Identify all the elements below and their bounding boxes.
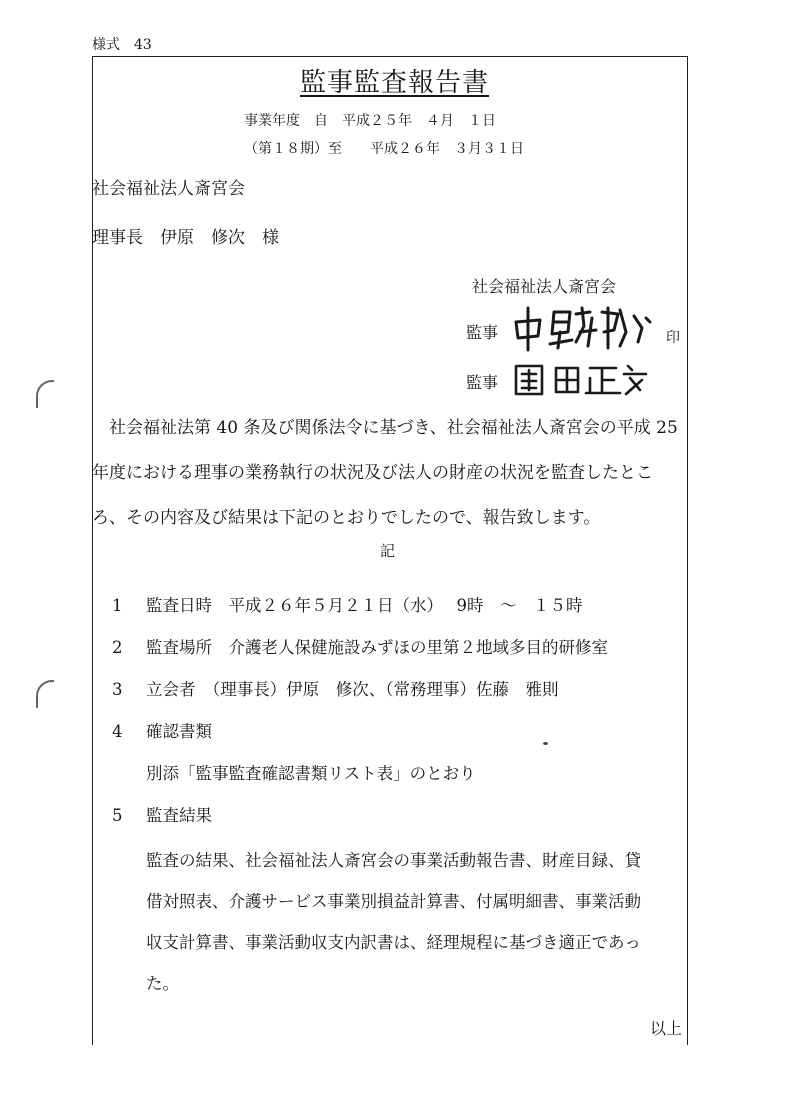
item-2: [112, 634, 608, 658]
item-number: 3: [112, 680, 123, 699]
auditor-2-signature: [512, 362, 648, 398]
item-text: 立会者 （理事長）伊原 修次、（常務理事）佐藤 雅則: [146, 680, 559, 699]
item-5: [112, 802, 212, 826]
report-paragraph-line3: ろ、その内容及び結果は下記のとおりでしたので、報告致します。: [92, 508, 601, 528]
fiscal-period-line1: 事業年度 自 平成２５年 ４月 １日: [244, 113, 496, 129]
item-4-detail: 別添「監事監査確認書類リスト表」のとおり: [146, 764, 476, 783]
report-paragraph-line2: 年度における理事の業務執行の状況及び法人の財産の状況を監査したとこ: [92, 463, 653, 483]
item-number: 1: [112, 596, 123, 615]
item-text: 確認書類: [146, 722, 212, 741]
item-number: 2: [112, 638, 123, 657]
auditor-label: 監事: [466, 323, 499, 342]
audit-result-line1: 監査の結果、社会福祉法人斎宮会の事業活動報告書、財産目録、貸: [146, 851, 641, 870]
item-text: 監査結果: [146, 806, 212, 825]
addressee-organization: 社会福祉法人斎宮会: [92, 179, 245, 199]
audit-result-line3: 収支計算書、事業活動収支内訳書は、経理規程に基づき適正であっ: [146, 933, 641, 952]
audit-result-line4: た。: [146, 974, 179, 993]
auditor-1-seal: 印: [666, 330, 680, 346]
signatory-organization: 社会福祉法人斎宮会: [472, 277, 617, 296]
audit-result-line2: 借対照表、介護サービス事業別損益計算書、付属明細書、事業活動: [146, 892, 641, 911]
auditor-label: 監事: [466, 373, 499, 392]
page-title: 監事監査報告書: [300, 68, 490, 98]
item-number: 4: [112, 722, 123, 741]
item-number: 5: [112, 806, 123, 825]
item-text: 監査場所 介護老人保健施設みずほの里第２地域多目的研修室: [146, 638, 608, 657]
item-3: [112, 676, 559, 700]
scan-speck: [543, 742, 548, 745]
item-text: 監査日時 平成２６年５月２１日（水） 9時 ～ １５時: [146, 596, 583, 615]
item-4: [112, 718, 212, 742]
fiscal-period-line2: （第１８期）至 平成２６年 ３月３１日: [244, 141, 524, 157]
ki-heading: 記: [380, 542, 396, 560]
punch-hole-mark: [36, 680, 54, 708]
addressee-recipient: 理事長 伊原 修次 様: [92, 228, 279, 248]
punch-hole-mark: [36, 380, 54, 408]
report-paragraph-line1: 社会福祉法第 40 条及び関係法令に基づき、社会福祉法人斎宮会の平成 25: [109, 418, 678, 438]
closing-mark: 以上: [650, 1019, 683, 1038]
item-1: [112, 592, 583, 616]
auditor-1-signature: [510, 302, 660, 354]
form-number: 様式 43: [92, 37, 152, 53]
